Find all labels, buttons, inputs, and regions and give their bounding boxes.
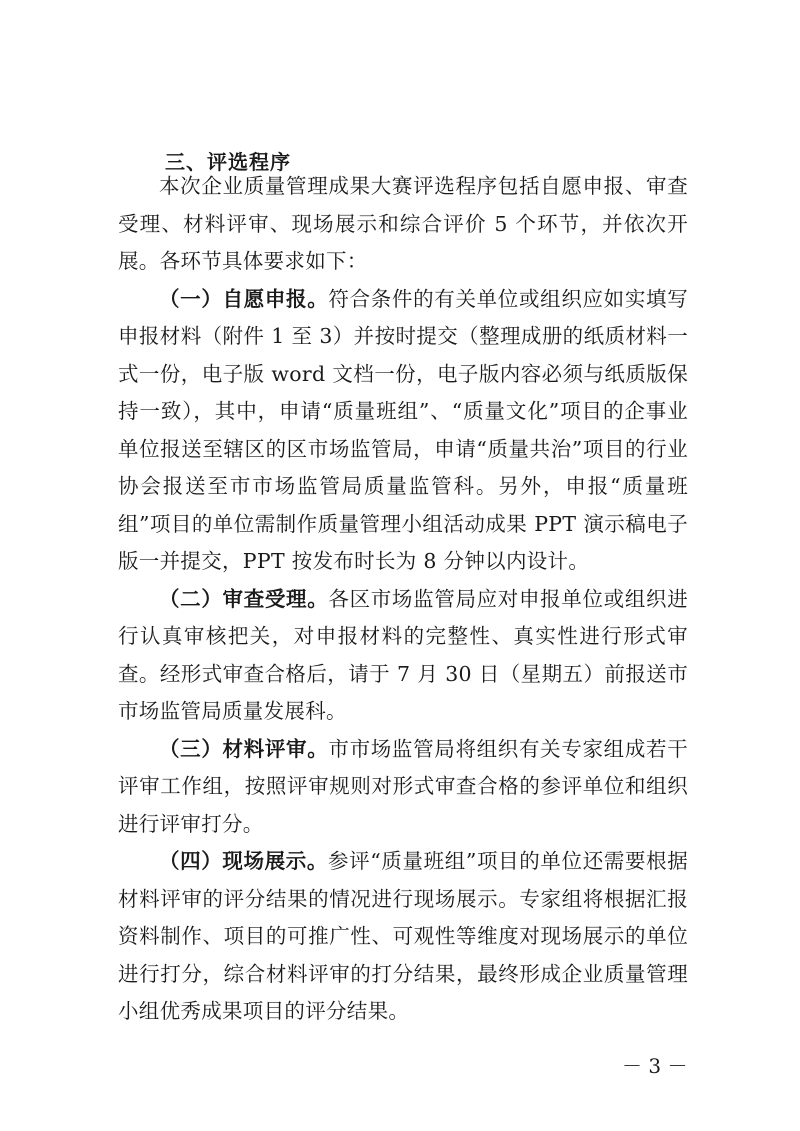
paragraph-text: 本次企业质量管理成果大赛评选程序包括自愿申报、审查受理、材料评审、现场展示和综合评价 5 个环节，并依次开展。各环节具体要求如下：	[118, 174, 688, 273]
paragraph-text: 参评“质量班组”项目的单位还需要根据材料评审的评分结果的情况进行现场展示。专家组将根据汇报资料制作、项目的可推广性、可观性等维度对现场展示的单位进行打分，综合材料评审的打分结果，最终形成企业质量管理小组优秀成果项目的评分结果。	[118, 849, 689, 1023]
paragraph-text: 各区市场监管局应对申报单位或组织进行认真审核把关，对申报材料的完整性、真实性进行形式审查。经形式审查合格后，请于 7 月 30 日（星期五）前报送市市场监管局质量发展科。	[118, 586, 688, 723]
paragraph-lead: （三）材料评审。	[159, 736, 329, 761]
paragraph-text: 市市场监管局将组织有关专家组成若干评审工作组，按照评审规则对形式审查合格的参评单位和组织进行评审打分。	[118, 736, 688, 836]
section-title: 三、评选程序	[165, 150, 291, 174]
paragraph-onsite-presentation	[118, 843, 688, 1031]
paragraph-lead: （四）现场展示。	[159, 849, 329, 873]
paragraph-intro	[118, 168, 688, 281]
paragraph-voluntary-application	[118, 281, 688, 581]
paragraph-text: 符合条件的有关单位或组织应如实填写申报材料（附件 1 至 3）并按时提交（整理成册的纸质材料一式一份，电子版 word 文档一份，电子版内容必须与纸质版保持一致），其中，申请“质量班组”、“质量文化”项目的企事业单位报送至辖区的区市场监管局，申请“质量共治”项目的行业协会报送至市市场监管局质量监管科。另外，申报“质量班组”项目的单位需制作质量管理小组活动成果 PPT 演示稿电子版一并提交，PPT 按发布时长为 8 分钟以内设计。	[118, 286, 688, 573]
paragraph-review-acceptance	[118, 581, 688, 731]
paragraph-material-review	[118, 731, 688, 844]
page-number: － 3 －	[622, 1054, 688, 1078]
paragraph-lead: （二）审查受理。	[159, 586, 329, 611]
body-text	[118, 168, 688, 1031]
paragraph-lead: （一）自愿申报。	[159, 286, 329, 311]
